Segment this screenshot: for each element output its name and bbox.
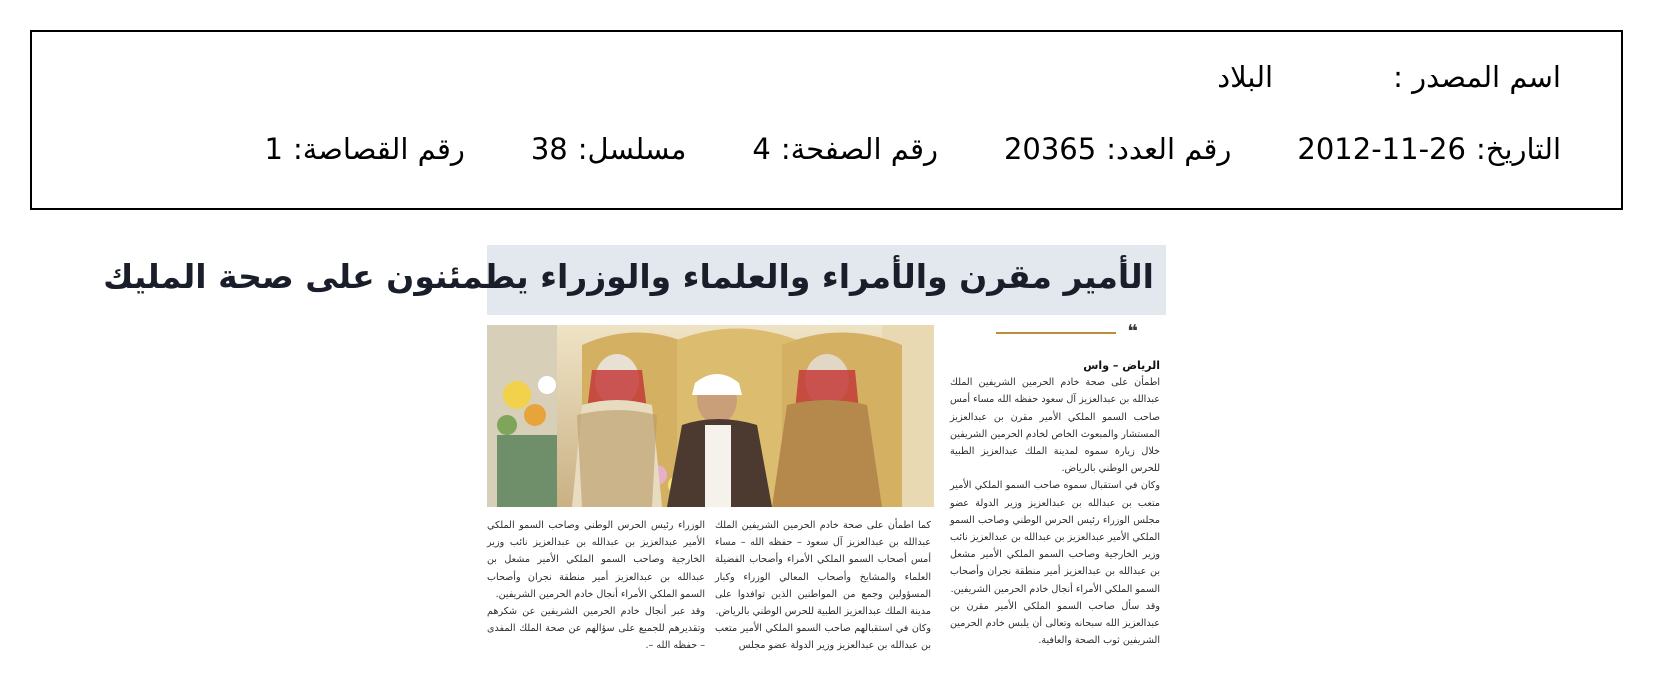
accent-divider [996,332,1116,334]
page-label: رقم الصفحة: [780,132,938,166]
paragraph: الوزراء رئيس الحرس الوطني وصاحب السمو الملكي الأمير عبدالعزيز بن عبدالله بن عبدالعزيز نائب وزير الخارجية وصاحب السمو الملكي الأمير مشعل بن عبدالله بن عبدالعزيز أمير منطقة نجران وأصحاب السمو الملكي الأمراء أنجال خادم الحرمين الشريفين. [487,520,705,600]
source-value: البلاد [1217,60,1274,94]
paragraph: وكان في استقبال سموه صاحب السمو الملكي الأمير متعب بن عبدالله بن عبدالعزيز وزير الدولة عضو مجلس الوزراء رئيس الحرس الوطني وصاحب السمو الملكي الأمير عبدالعزيز بن عبدالله بن عبدالعزيز نائب وزير الخارجية وصاحب السمو الملكي الأمير مشعل بن عبدالله بن عبدالعزيز أمير منطقة نجران وأصحاب السمو الملكي الأمراء أنجال خادم الحرمين الشريفين. [950,480,1160,595]
serial-label: مسلسل: [577,132,687,166]
clip-number-pair [265,132,465,166]
issue-value: 20365 [1003,132,1097,166]
source-label: اسم المصدر : [1393,60,1561,94]
date-label: التاريخ: [1475,132,1561,166]
serial-value: 38 [530,132,568,166]
headline-banner [103,245,1166,315]
date-pair [1297,132,1561,166]
paragraph: وقد سأل صاحب السمو الملكي الأمير مقرن بن عبدالعزيز الله سبحانه وتعالى أن يلبس خادم الحرمين الشريفين ثوب الصحة والعافية. [950,600,1160,647]
article-column-middle [715,517,931,655]
photo-illustration [487,325,934,507]
paragraph: وقد عبر أنجال خادم الحرمين الشريفين عن شكرهم وتقديرهم للجميع على سؤالهم عن صحة الملك المفدى – حفظه الله –. [487,606,705,652]
serial-pair [531,132,687,166]
quote-mark-icon: ❝ [1127,321,1138,342]
paragraph: اطمأن على صحة خادم الحرمين الشريفين الملك عبدالله بن عبدالعزيز آل سعود حفظه الله مساء أمس صاحب السمو الملكي الأمير مقرن بن عبدالعزيز المستشار والمبعوث الخاص لخادم الحرمين الشريفين خلال زيارة سموه لمدينة الملك عبدالعزيز الطبية للحرس الوطني بالرياض. [950,377,1160,475]
issue-pair [1004,132,1231,166]
page-value: 4 [752,132,771,166]
clipping-metadata-box [30,30,1623,210]
page-pair [752,132,938,166]
date-value: 2012-11-26 [1297,132,1466,166]
article-photo [487,325,934,507]
clip-number-value: 1 [264,132,283,166]
newspaper-clipping [103,245,1166,665]
article-column-left [487,517,705,655]
source-row [1217,60,1561,94]
paragraph: كما اطمأن على صحة خادم الحرمين الشريفين الملك عبدالله بن عبدالعزيز آل سعود – حفظه الله – مساء أمس أصحاب السمو الملكي الأمراء وأصحاب الفضيلة العلماء والمشايخ وأصحاب المعالي الوزراء وكبار المسؤولين وجمع من المواطنين الذين توافدوا على مدينة الملك عبدالعزيز الطبية للحرس الوطني بالرياض. [715,520,931,618]
paragraph: وكان في استقبالهم صاحب السمو الملكي الأمير متعب بن عبدالله بن عبدالعزيز وزير الدولة عضو مجلس [715,623,931,652]
article-headline: الأمير مقرن والأمراء والعلماء والوزراء يطمئنون على صحة المليك [103,257,1154,296]
article-byline: الرياض – واس [1083,359,1160,372]
issue-label: رقم العدد: [1106,132,1232,166]
clip-number-label: رقم القصاصة: [292,132,465,166]
details-row [265,132,1562,166]
article-column-right [950,357,1160,649]
